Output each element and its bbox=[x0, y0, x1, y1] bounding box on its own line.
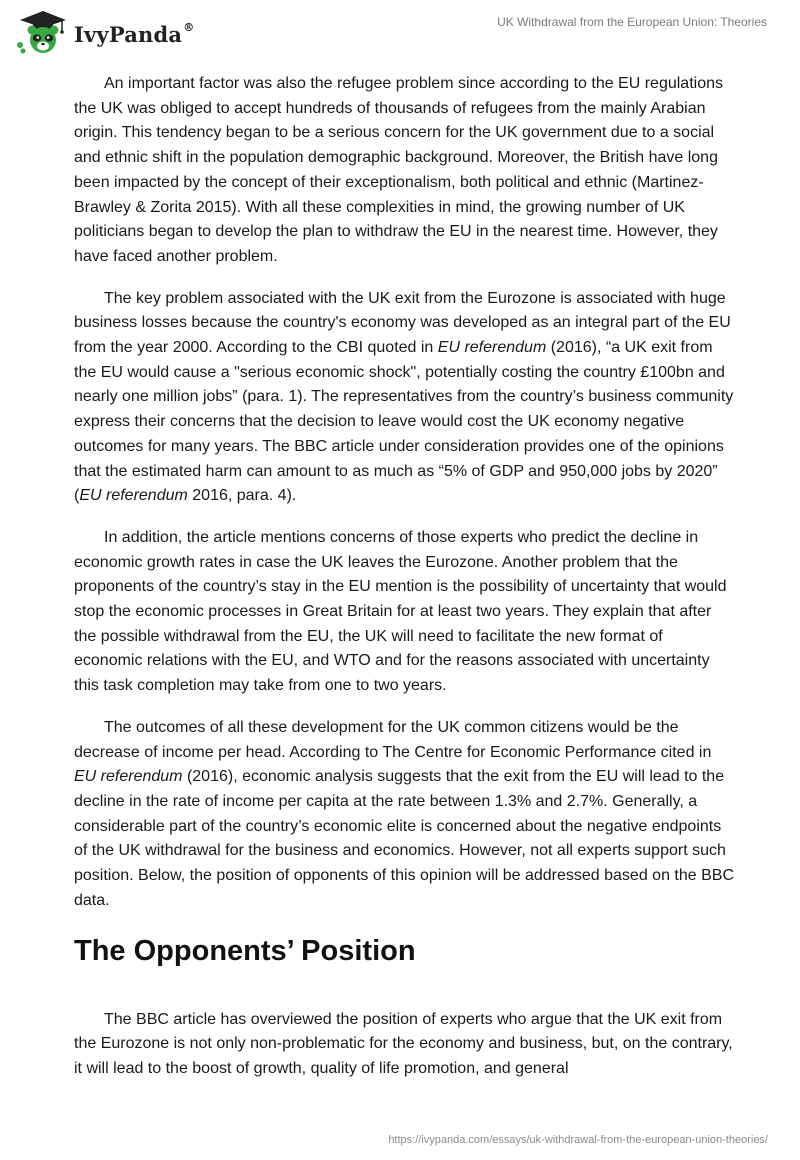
paragraph-income-per-head: The outcomes of all these development for the UK common citizens would be the decrease of income per head. According to The Centre for Economic Performance cited in EU referendum (2016), economic analysis suggests that the exit from the EU will lead to the decline in the rate of income per capita at the rate between 1.3% and 2.7%. Generally, a considerable part of the country’s economic elite is concerned about the negative endpoints of the UK withdrawal for the business and economics. However, not all experts support such position. Below, the position of opponents of this opinion will be addressed based on the BBC data. bbox=[74, 718, 734, 909]
section-heading: The Opponents’ Position bbox=[74, 934, 416, 967]
citation-eu-referendum: EU referendum bbox=[74, 768, 183, 786]
paragraph-business-losses: The key problem associated with the UK exit from the Eurozone is associated with huge business losses because the country's economy was developed as an integral part of the EU from the year 2000. According to the CBI quoted in EU referendum (2016), “a UK exit from the EU would cause a "serious economic shock", potentially costing the country £100bn and nearly one million jobs” (para. 1). The representatives from the country’s business community express their concerns that the decision to leave would cost the UK economy negative outcomes for many years. The BBC article under consideration provides one of the opinions that the estimated harm can amount to as much as “5% of GDP and 950,000 jobs by 2020” (EU referendum 2016, para. 4). bbox=[74, 289, 734, 505]
paragraph-refugee-problem: An important factor was also the refugee problem since according to the EU regulations the UK was obliged to accept hundreds of thousands of refugees from the mainly Arabian origin. This tendency began to be a serious concern for the UK government due to a social and ethnic shift in the population demographic background. Moreover, the British have long been impacted by the concept of their exceptionalism, both political and ethnic (Martinez-Brawley & Zorita 2015). With all these complexities in mind, the growing number of UK politicians began to develop the plan to withdraw the EU in the nearest time. However, they have faced another problem. bbox=[74, 75, 723, 265]
essay-content bbox=[74, 72, 734, 1099]
paragraph-opponents: The BBC article has overviewed the position of experts who argue that the UK exit from the Eurozone is not only non-problematic for the economy and business, but, on the contrary, it will lead to the boost of growth, quality of life promotion, and general bbox=[74, 1010, 733, 1077]
source-url: https://ivypanda.com/essays/uk-withdrawal-from-the-european-union-theories/ bbox=[388, 1134, 768, 1146]
document-title: UK Withdrawal from the European Union: Theories bbox=[497, 15, 767, 29]
citation-eu-referendum: EU referendum bbox=[437, 339, 547, 357]
brand-name: IvyPanda® bbox=[74, 20, 195, 47]
page-header bbox=[0, 0, 800, 60]
panda-graduate-icon bbox=[14, 9, 72, 55]
citation-eu-referendum: EU referendum bbox=[79, 487, 188, 505]
paragraph-growth-decline: In addition, the article mentions concerns of those experts who predict the decline in economic growth rates in case the UK leaves the Eurozone. Another problem that the proponents of the country’s stay in the EU mention is the possibility of uncertainty that would stop the economic processes in Great Britain for at least two years. They explain that after the possible withdrawal from the EU, the UK will need to facilitate the new format of economic relations with the EU, and WTO and for the reasons associated with uncertainty this task completion may take from one to two years. bbox=[74, 528, 727, 695]
site-logo[interactable] bbox=[14, 9, 194, 55]
